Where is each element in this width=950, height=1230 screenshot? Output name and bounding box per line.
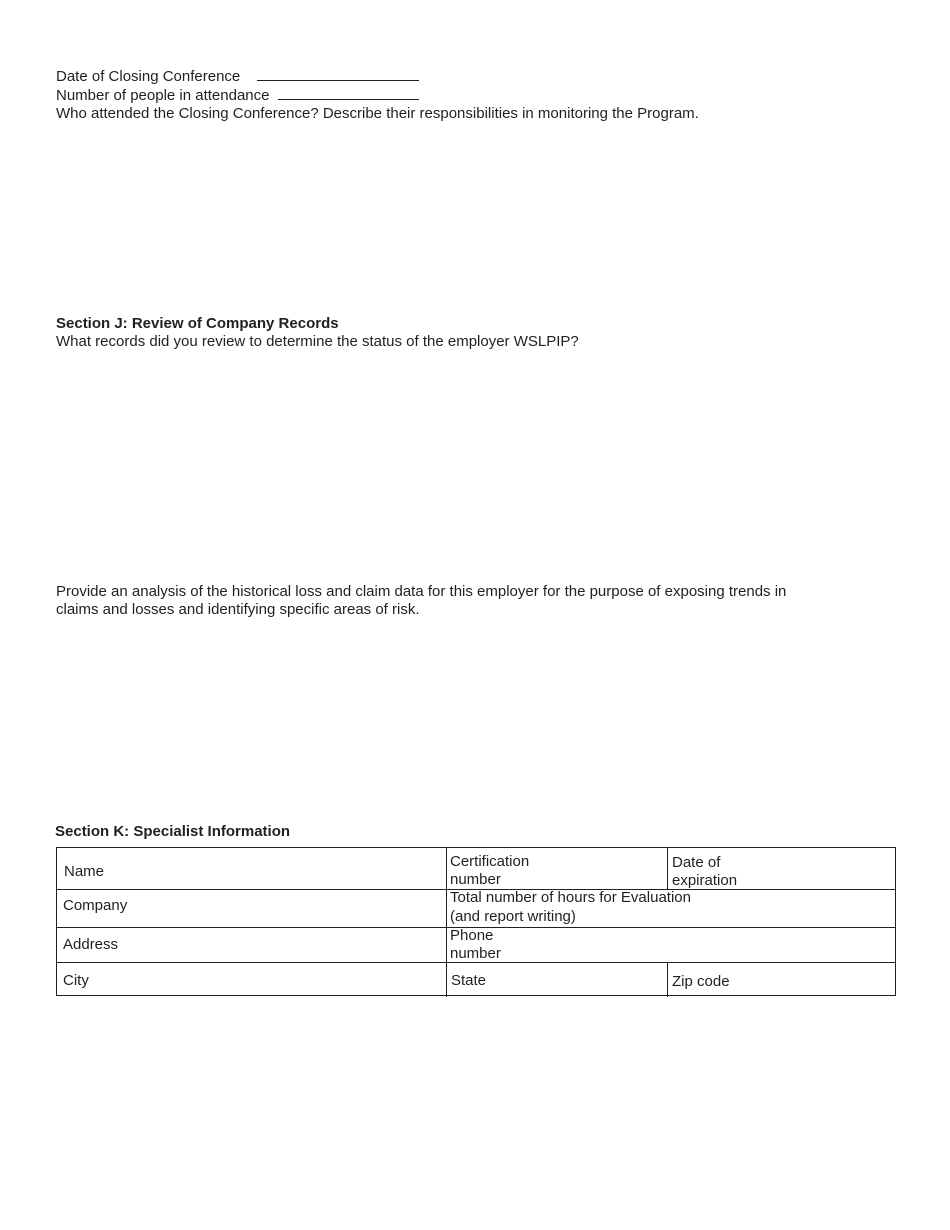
expiration-label-line-2: expiration bbox=[672, 872, 738, 889]
specialist-info-table bbox=[56, 847, 896, 996]
phone-label-line-1: Phone bbox=[450, 927, 494, 944]
column-divider bbox=[667, 962, 668, 997]
name-label: Name bbox=[64, 863, 105, 880]
phone-label-line-2: number bbox=[450, 945, 501, 962]
city-label: City bbox=[63, 972, 89, 989]
attendance-field[interactable] bbox=[278, 99, 419, 100]
column-divider bbox=[667, 848, 668, 889]
certification-label-line-1: Certification bbox=[450, 853, 530, 870]
expiration-label-line-1: Date of bbox=[672, 854, 721, 871]
state-label: State bbox=[451, 972, 487, 989]
certification-label-line-2: number bbox=[450, 871, 501, 888]
hours-label-line-1: Total number of hours for Evaluation bbox=[450, 889, 691, 906]
closing-date-field[interactable] bbox=[257, 80, 419, 81]
zip-code-label: Zip code bbox=[672, 973, 730, 990]
records-question: What records did you review to determine the status of the employer WSLPIP? bbox=[56, 333, 579, 350]
address-label: Address bbox=[63, 936, 119, 953]
attendance-label: Number of people in attendance bbox=[56, 87, 270, 104]
closing-conference-question: Who attended the Closing Conference? Describe their responsibilities in monitoring the Program. bbox=[56, 105, 699, 122]
analysis-prompt-line-2: claims and losses and identifying specific areas of risk. bbox=[56, 601, 420, 618]
closing-date-label: Date of Closing Conference bbox=[56, 68, 241, 85]
company-label: Company bbox=[63, 897, 128, 914]
hours-label-line-2: (and report writing) bbox=[450, 908, 576, 925]
section-j-heading: Section J: Review of Company Records bbox=[56, 315, 339, 332]
analysis-prompt-line-1: Provide an analysis of the historical loss and claim data for this employer for the purpose of exposing trends in bbox=[56, 583, 787, 600]
column-divider bbox=[446, 848, 447, 997]
section-k-heading: Section K: Specialist Information bbox=[55, 823, 291, 840]
